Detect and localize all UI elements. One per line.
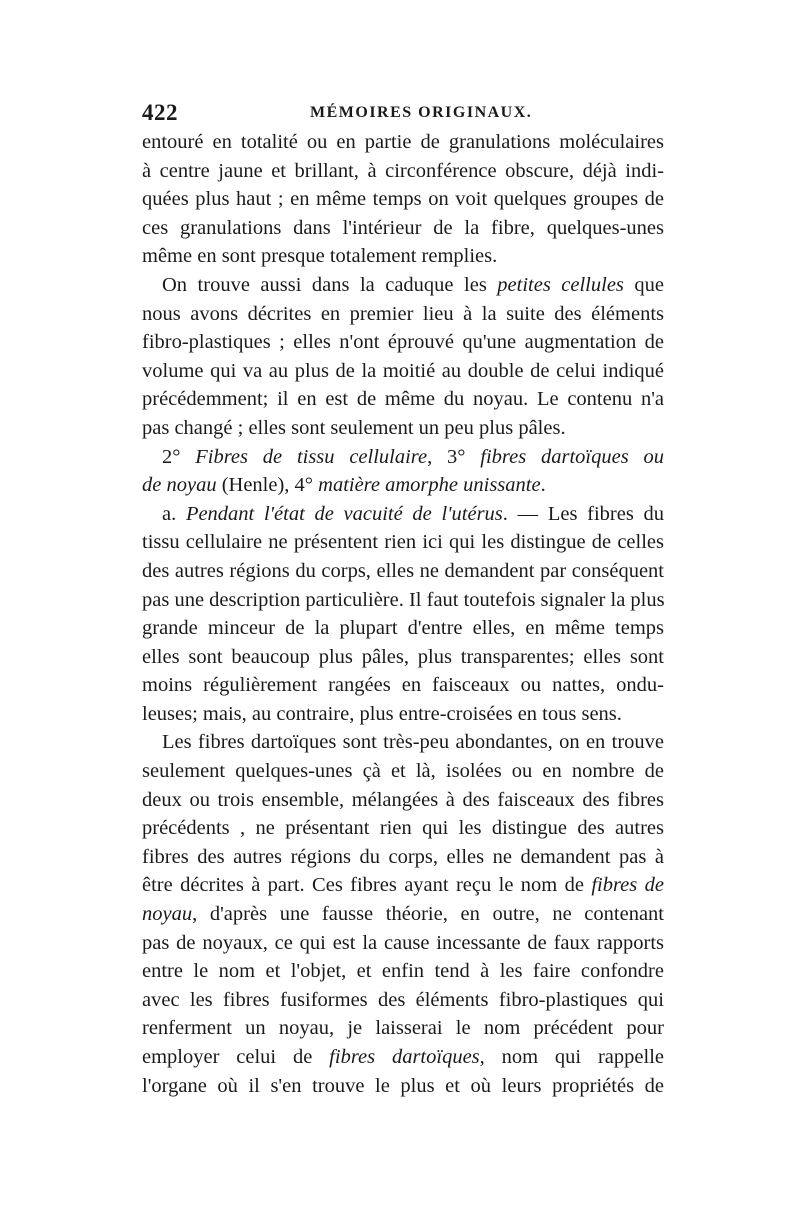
text-segment: . — Les fibres du — [502, 502, 664, 525]
text-line — [142, 328, 664, 357]
text-line — [142, 357, 664, 386]
italic-text: Pendant l'état de vacuité de l'utérus — [185, 502, 503, 525]
text-line — [142, 871, 664, 900]
text-line — [142, 786, 664, 815]
text-line — [142, 900, 664, 929]
text-segment: même en sont presque totalement remplies. — [142, 245, 498, 268]
text-segment: tissu cellulaire ne présentent rien ici qui les distingue de celles — [142, 531, 664, 554]
text-segment: moins régulièrement rangées en faisceaux ou nattes, ondu- — [142, 674, 664, 697]
text-line — [142, 614, 664, 643]
page-number: 422 — [142, 100, 178, 125]
text-segment: renferment un noyau, je laisserai le nom précédent pour — [142, 1017, 664, 1040]
text-segment: deux ou trois ensemble, mélangées à des faisceaux des fibres — [142, 788, 664, 811]
text-segment: précédemment; il en est de même du noyau. Le contenu n'a — [142, 388, 664, 411]
text-segment: leuses; mais, au contraire, plus entre-croisées en tous sens. — [142, 702, 622, 725]
text-line — [142, 728, 664, 757]
italic-text: noyau — [142, 903, 193, 926]
text-line — [142, 643, 664, 672]
text-line — [142, 500, 664, 529]
body-text — [142, 128, 664, 1100]
text-segment: l'organe où il s'en trouve le plus et où leurs propriétés de — [142, 1074, 664, 1097]
text-segment: avec les fibres fusiformes des éléments fibro-plastiques qui — [142, 988, 664, 1011]
text-line — [142, 185, 664, 214]
text-line — [142, 700, 664, 729]
text-segment: volume qui va au plus de la moitié au double de celui indiqué — [142, 359, 664, 382]
text-line — [142, 557, 664, 586]
text-segment: précédents , ne présentant rien qui les distingue des autres — [142, 817, 664, 840]
text-line — [142, 414, 664, 443]
text-line — [142, 214, 664, 243]
text-line — [142, 157, 664, 186]
text-segment: , d'après une fausse théorie, en outre, ne contenant — [192, 903, 664, 926]
text-line — [142, 843, 664, 872]
text-segment: On trouve aussi dans la caduque les — [162, 273, 498, 296]
text-segment: , nom qui rappelle — [479, 1046, 664, 1068]
text-segment: ces granulations dans l'intérieur de la fibre, quelques-unes — [142, 216, 664, 239]
italic-text: petites cellules — [497, 273, 624, 296]
italic-text: de noyau — [142, 474, 217, 497]
text-segment: pas changé ; elles sont seulement un peu plus pâles. — [142, 416, 566, 439]
italic-text: Fibres de tissu cellulaire — [195, 445, 428, 468]
text-line — [142, 128, 664, 157]
text-line — [142, 1014, 664, 1043]
text-segment: pas de noyaux, ce qui est la cause incessante de faux rapports — [142, 931, 664, 954]
text-segment: , 3° — [427, 445, 481, 468]
italic-text: fibres dartoïques ou — [480, 445, 664, 468]
text-segment: seulement quelques-unes çà et là, isolées ou en nombre de — [142, 760, 664, 783]
text-segment: être décrites à part. Ces fibres ayant reçu le nom de — [142, 874, 592, 897]
italic-text: fibres de — [591, 874, 664, 897]
text-segment: . — [540, 474, 546, 497]
text-segment: entre le nom et l'objet, et enfin tend à les faire confondre — [142, 960, 664, 983]
text-segment: entouré en totalité ou en partie de granulations moléculaires — [142, 131, 664, 153]
text-line — [142, 814, 664, 843]
text-segment: quées plus haut ; en même temps on voit quelques groupes de — [142, 188, 664, 211]
text-line — [142, 957, 664, 986]
text-segment: à centre jaune et brillant, à circonférence obscure, déjà indi- — [142, 159, 664, 182]
text-line — [142, 986, 664, 1015]
text-line — [142, 757, 664, 786]
text-segment: elles sont beaucoup plus pâles, plus transparentes; elles sont — [142, 645, 664, 668]
text-line — [142, 471, 664, 500]
text-line — [142, 271, 664, 300]
text-segment: grande minceur de la plupart d'entre elles, en même temps — [142, 617, 664, 640]
text-line — [142, 385, 664, 414]
text-segment: (Henle), 4° — [216, 474, 319, 497]
text-segment: fibro-plastiques ; elles n'ont éprouvé qu'une augmentation de — [142, 331, 664, 354]
text-segment: 2° — [162, 445, 196, 468]
text-line — [142, 671, 664, 700]
running-title: MÉMOIRES ORIGINAUX. — [310, 104, 533, 121]
text-line — [142, 1072, 664, 1101]
text-line — [142, 929, 664, 958]
italic-text: matière amorphe unissante — [318, 474, 541, 497]
text-segment: nous avons décrites en premier lieu à la suite des éléments — [142, 302, 664, 325]
text-segment: fibres des autres régions du corps, elles ne demandent pas à — [142, 845, 664, 868]
text-line — [142, 443, 664, 472]
running-head — [142, 100, 682, 130]
text-line — [142, 300, 664, 329]
text-segment: pas une description particulière. Il faut toutefois signaler la plus — [142, 588, 665, 611]
italic-text: fibres dartoïques — [329, 1046, 480, 1068]
text-segment: a. — [162, 502, 186, 525]
text-line — [142, 242, 664, 271]
text-segment: des autres régions du corps, elles ne demandent par conséquent — [142, 559, 664, 582]
text-line — [142, 528, 664, 557]
text-line — [142, 586, 664, 615]
text-segment: que — [623, 273, 664, 296]
text-segment: employer celui de — [142, 1046, 330, 1068]
text-line — [142, 1043, 664, 1072]
text-segment: Les fibres dartoïques sont très-peu abondantes, on en trouve — [162, 731, 664, 754]
